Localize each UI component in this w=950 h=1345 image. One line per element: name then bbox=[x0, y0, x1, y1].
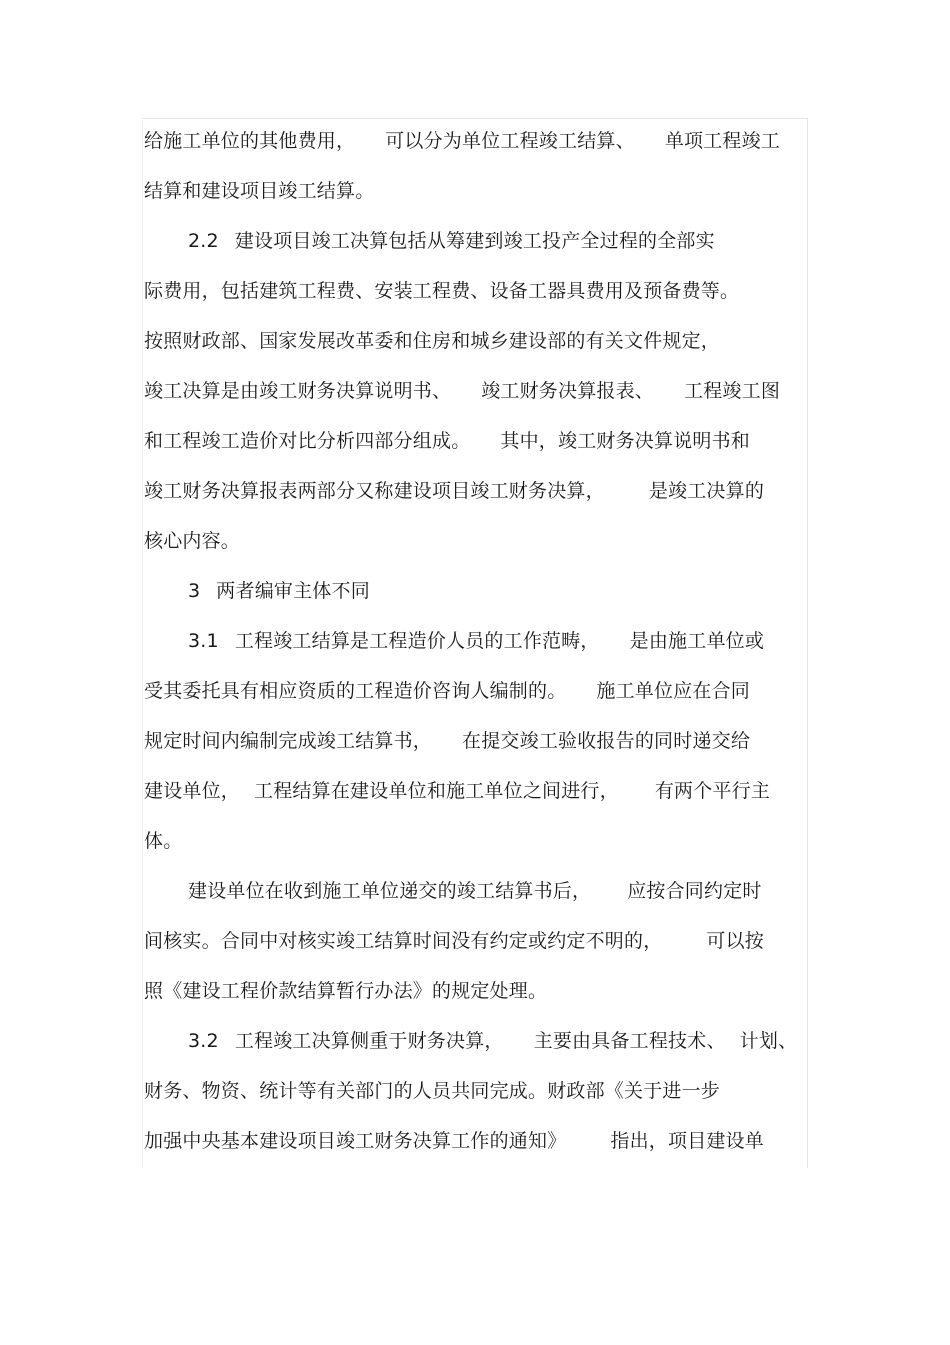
text-line bbox=[144, 726, 750, 756]
text-segment: 可以按 bbox=[706, 930, 765, 952]
text-segment: 可以分为单位工程竣工结算、 bbox=[385, 130, 635, 152]
text-segment: 和工程竣工造价对比分析四部分组成。 bbox=[144, 430, 471, 452]
text-segment: 有两个平行主 bbox=[654, 780, 771, 802]
text-line bbox=[144, 126, 780, 156]
text-line bbox=[188, 876, 762, 906]
text-line bbox=[144, 276, 739, 306]
text-line bbox=[144, 676, 750, 706]
text-segment: 是竣工决算的 bbox=[648, 480, 765, 502]
text-line bbox=[144, 1076, 720, 1106]
section-heading-line bbox=[188, 626, 764, 656]
text-line bbox=[144, 526, 240, 556]
text-segment: 计划、 bbox=[739, 1030, 798, 1052]
text-segment: 工程结算在建设单位和施工单位之间进行， bbox=[254, 780, 619, 802]
text-segment: 规定时间内编制完成竣工结算书， bbox=[144, 730, 433, 752]
text-segment: 单项工程竣工 bbox=[664, 130, 781, 152]
section-heading-line bbox=[188, 576, 370, 606]
section-number: 3.2 bbox=[188, 1030, 219, 1052]
text-segment: 工程竣工结算是工程造价人员的工作范畴， bbox=[234, 630, 600, 652]
text-line bbox=[144, 826, 182, 856]
text-line bbox=[144, 1126, 764, 1156]
text-segment: 在提交竣工验收报告的同时递交给 bbox=[462, 730, 751, 752]
text-segment: 其中，竣工财务决算说明书和 bbox=[500, 430, 751, 452]
section-number: 3 bbox=[188, 580, 201, 602]
text-segment: 结算和建设项目竣工结算。 bbox=[144, 180, 375, 202]
text-segment: 际费用，包括建筑工程费、安装工程费、设备工器具费用及预备费等。 bbox=[144, 280, 740, 302]
text-segment: 施工单位应在合同 bbox=[596, 680, 751, 702]
section-number: 3.1 bbox=[188, 630, 219, 652]
text-segment: 竣工财务决算报表、 bbox=[481, 380, 655, 402]
text-line bbox=[144, 376, 780, 406]
section-heading-line bbox=[188, 226, 715, 256]
text-line bbox=[144, 776, 770, 806]
text-segment: 建设项目竣工决算包括从筹建到竣工投产全过程的全部实 bbox=[234, 230, 715, 252]
text-segment: 竣工决算是由竣工财务决算说明书、 bbox=[144, 380, 452, 402]
text-segment: 主要由具备工程技术、 bbox=[533, 1030, 726, 1052]
text-line bbox=[144, 176, 374, 206]
text-segment: 建设单位在收到施工单位递交的竣工结算书后， bbox=[188, 880, 592, 902]
text-line bbox=[144, 976, 547, 1006]
text-segment: 照《建设工程价款结算暂行办法》的规定处理。 bbox=[144, 980, 548, 1002]
text-segment: 是由施工单位或 bbox=[629, 630, 765, 652]
text-line bbox=[144, 326, 720, 356]
text-segment: 间核实。合同中对核实竣工结算时间没有约定或约定不明的， bbox=[144, 930, 663, 952]
text-segment: 核心内容。 bbox=[144, 530, 241, 552]
text-line bbox=[144, 426, 750, 456]
section-title: 两者编审主体不同 bbox=[216, 580, 370, 602]
text-segment: 工程竣工图 bbox=[684, 380, 781, 402]
text-segment: 按照财政部、国家发展改革委和住房和城乡建设部的有关文件规定， bbox=[144, 330, 721, 352]
text-segment: 工程竣工决算侧重于财务决算， bbox=[234, 1030, 504, 1052]
text-line bbox=[144, 926, 764, 956]
text-segment: 指出，项目建设单 bbox=[610, 1130, 765, 1152]
text-segment: 给施工单位的其他费用， bbox=[144, 130, 356, 152]
text-segment: 体。 bbox=[144, 830, 183, 852]
text-segment: 受其委托具有相应资质的工程造价咨询人编制的。 bbox=[144, 680, 567, 702]
text-segment: 财务、物资、统计等有关部门的人员共同完成。财政部《关于进一步 bbox=[144, 1080, 721, 1102]
text-segment: 应按合同约定时 bbox=[627, 880, 762, 902]
section-heading-line bbox=[188, 1026, 797, 1056]
text-line bbox=[144, 476, 764, 506]
text-segment: 竣工财务决算报表两部分又称建设项目竣工财务决算， bbox=[144, 480, 605, 502]
section-number: 2.2 bbox=[188, 230, 219, 252]
text-segment: 加强中央基本建设项目竣工财务决算工作的通知》 bbox=[144, 1130, 567, 1152]
text-segment: 建设单位， bbox=[144, 780, 241, 802]
